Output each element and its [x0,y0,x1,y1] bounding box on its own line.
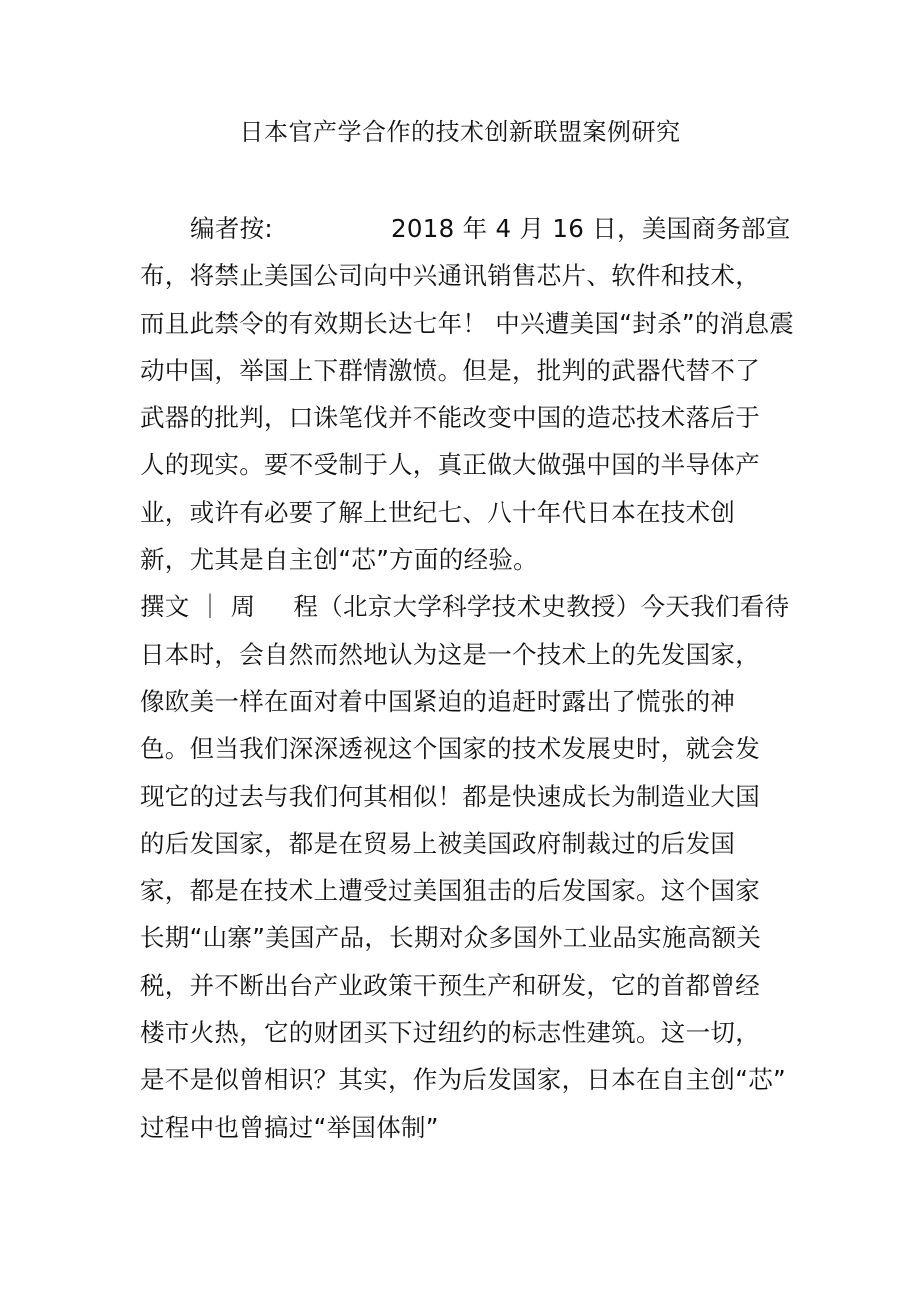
editor-note-date-text: 2018 年 4 月 16 日，美国商务部宣 [390,214,791,243]
editor-note-line: 动中国，举国上下群情激愤。但是，批判的武器代替不了 [140,355,760,385]
editor-note-line: 业，或许有必要了解上世纪七、八十年代日本在技术创 [140,497,736,527]
editor-note-line: 布，将禁止美国公司向中兴通讯销售芯片、软件和技术， [140,261,760,291]
body-line: 是不是似曾相识？其实，作为后发国家，日本在自主创“芯” [140,1065,786,1095]
body-line: 色。但当我们深深透视这个国家的技术发展史时，就会发 [140,734,760,764]
body-line: 税，并不断出台产业政策干预生产和研发，它的首都曾经 [140,970,760,1000]
body-line: 日本时，会自然而然地认为这是一个技术上的先发国家， [140,639,760,669]
editor-note-first-line [140,209,790,256]
editor-note-line: 人的现实。要不受制于人，真正做大做强中国的半导体产 [140,450,760,480]
document-body [140,209,795,1155]
body-line: 长期“山寨”美国产品，长期对众多国外工业品实施高额关 [140,923,762,953]
editor-note-line: 武器的批判，口诛笔伐并不能改变中国的造芯技术落后于 [140,403,760,433]
body-line: 现它的过去与我们何其相似！都是快速成长为制造业大国 [140,781,760,811]
editor-note-label: 编者按: [190,214,273,243]
body-line: 过程中也曾搞过“举国体制” [140,1112,439,1142]
body-line: 楼市火热，它的财团买下过纽约的标志性建筑。这一切， [140,1018,760,1048]
editor-note-line: 而且此禁令的有效期长达七年！ 中兴遭美国“封杀”的消息震 [140,308,795,338]
body-line: 的后发国家，都是在贸易上被美国政府制裁过的后发国 [140,828,736,858]
document-title: 日本官产学合作的技术创新联盟案例研究 [239,118,681,146]
byline [140,587,790,634]
byline-author-prefix: 撰文 ｜ 周 [140,592,256,622]
editor-note-line: 新，尤其是自主创“芯”方面的经验。 [140,545,538,575]
body-line: 像欧美一样在面对着中国紧迫的追赶时露出了慌张的神 [140,686,736,716]
body-line: 家，都是在技术上遭受过美国狙击的后发国家。这个国家 [140,876,760,906]
byline-author-rest: 程（北京大学科学技术史教授）今天我们看待 [293,592,790,622]
